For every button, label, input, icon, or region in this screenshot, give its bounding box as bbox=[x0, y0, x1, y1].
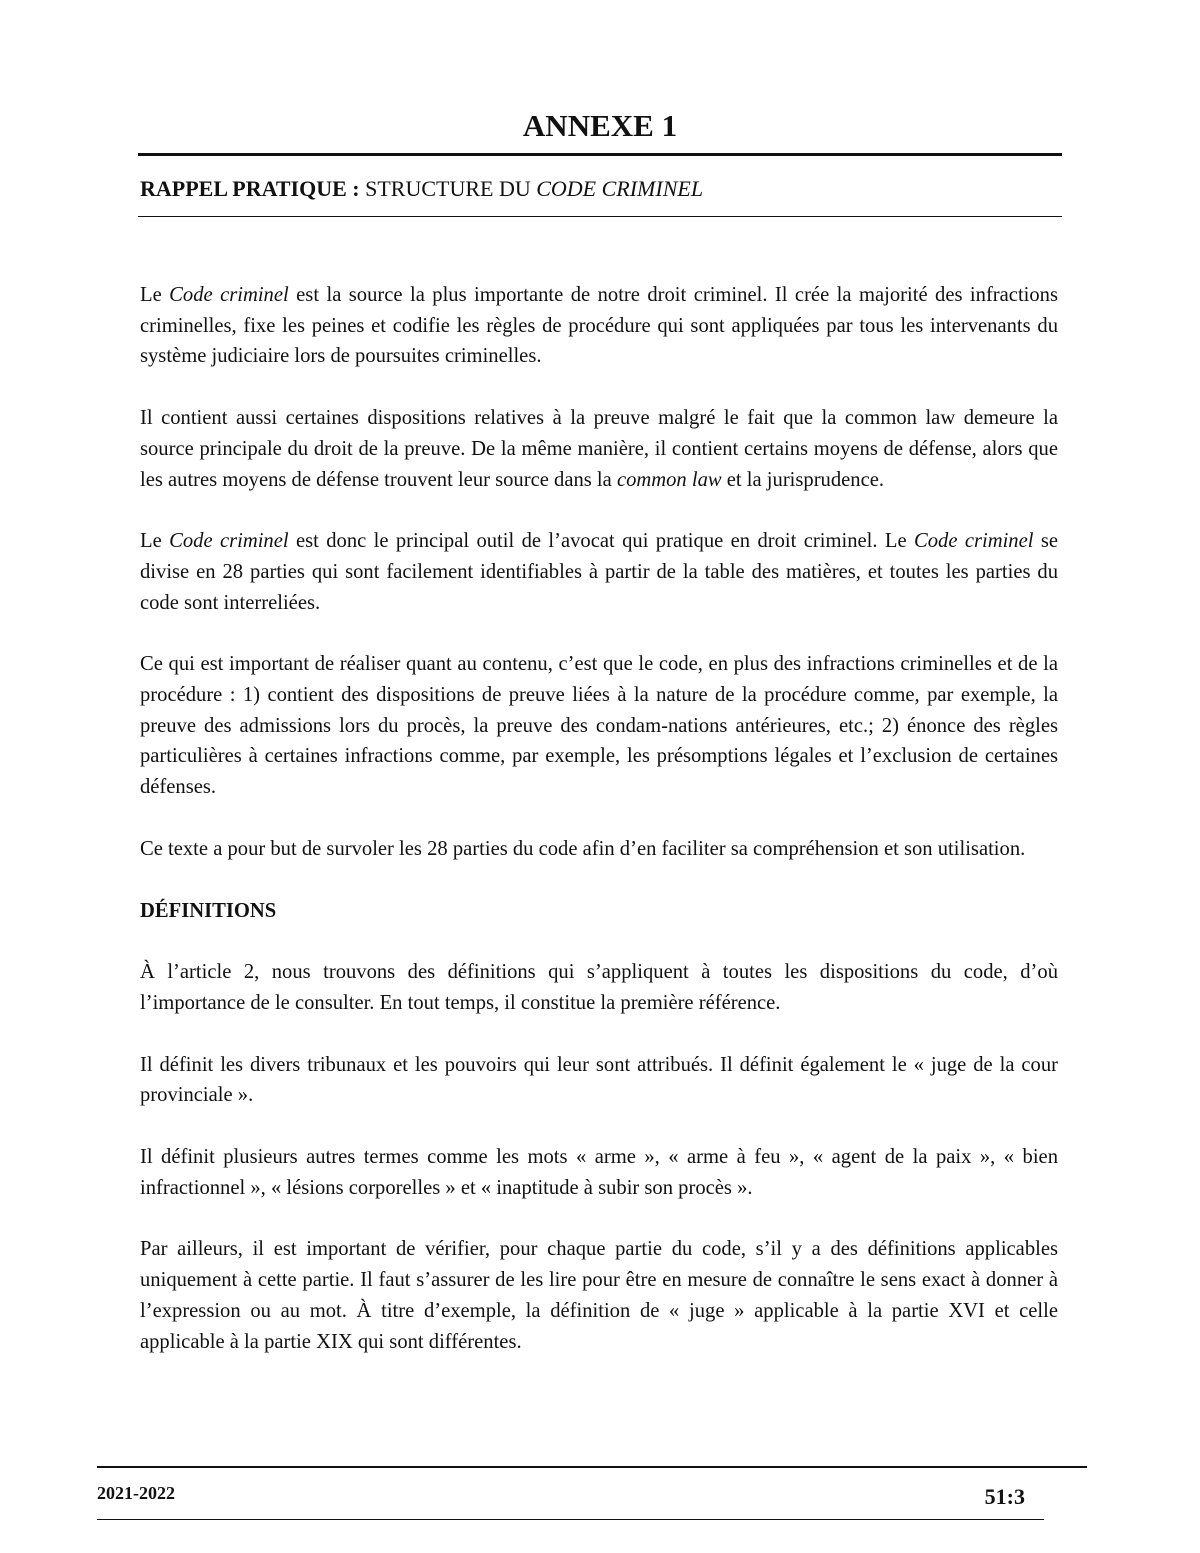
paragraph-8: Il définit plusieurs autres termes comme les mots « arme », « arme à feu », « agent de la paix », « bien infractionnel », « lésions corporelles » et « inaptitude à subir son procès ». bbox=[140, 1146, 1058, 1199]
text-run-italic: Code criminel bbox=[169, 530, 289, 553]
text-run: Le bbox=[140, 284, 170, 306]
paragraph-3 bbox=[140, 526, 1058, 618]
footer-rule-top bbox=[97, 1466, 1087, 1468]
body-text bbox=[140, 280, 1058, 1388]
text-run: et la jurisprudence. bbox=[721, 468, 885, 491]
subtitle-regular: STRUCTURE DU bbox=[359, 176, 537, 201]
paragraph-7: Il définit les divers tribunaux et les pouvoirs qui leur sont attribués. Il définit également le « juge de la cour provinciale ». bbox=[140, 1053, 1058, 1107]
text-run-italic: Code criminel bbox=[169, 284, 289, 306]
text-run: est donc le principal outil de l’avocat qui pratique en droit criminel. Le bbox=[288, 530, 914, 553]
paragraph-6: À l’article 2, nous trouvons des définitions qui s’appliquent à toutes les dispositions du code, d’où l’importance de le consulter. En tout temps, il constitue la première référence. bbox=[140, 961, 1058, 1014]
paragraph-4: Ce qui est important de réaliser quant au contenu, c’est que le code, en plus des infractions criminelles et de la procédure : 1) contient des dispositions de preuve liées à la nature de la procédure comme, par exemple, la preuve des admissions lors du procès, la preuve des condam-nations antérieures, etc.; 2) énonce des règles particulières à certaines infractions comme, par exemple, les présomptions légales et l’exclusion de certaines défenses. bbox=[140, 653, 1058, 799]
footer-year: 2021-2022 bbox=[97, 1483, 175, 1503]
title-rule bbox=[138, 153, 1062, 156]
page-number: 51:3 bbox=[984, 1484, 1025, 1509]
text-run: Il contient aussi certaines dispositions relatives à la preuve malgré le fait que la common law demeure la source principale du droit de la preuve. De la même manière, il contient certains moyens de défense, alors que les autres moyens de défense trouvent leur source dans la bbox=[140, 407, 1058, 491]
heading-definitions: DÉFINITIONS bbox=[140, 899, 277, 922]
text-run: Le bbox=[140, 530, 170, 553]
text-run: se divise en 28 parties qui sont facilement identifiables à partir de la table des matières, et toutes les parties du code sont interreliées. bbox=[140, 530, 1059, 614]
section-subtitle bbox=[140, 174, 703, 204]
text-run-italic: common law bbox=[616, 468, 722, 491]
paragraph-1 bbox=[140, 280, 1058, 372]
footer-rule-bottom bbox=[97, 1519, 1044, 1520]
paragraph-5: Ce texte a pour but de survoler les 28 parties du code afin d’en faciliter sa compréhension et son utilisation. bbox=[140, 837, 1026, 860]
subtitle-italic: CODE CRIMINEL bbox=[536, 176, 704, 201]
paragraph-9: Par ailleurs, il est important de vérifier, pour chaque partie du code, s’il y a des définitions applicables uniquement à cette partie. Il faut s’assurer de les lire pour être en mesure de connaître le sens exact à donner à l’expression ou au mot. À titre d’exemple, la définition de « juge » applicable à la partie XVI et celle applicable à la partie XIX qui sont différentes. bbox=[140, 1238, 1058, 1353]
annex-title: ANNEXE 1 bbox=[522, 108, 678, 143]
subtitle-bold: RAPPEL PRATIQUE : bbox=[140, 176, 360, 201]
text-run-italic: Code criminel bbox=[913, 530, 1034, 553]
subtitle-rule bbox=[138, 216, 1062, 217]
text-run: est la source la plus importante de notre droit criminel. Il crée la majorité des infractions criminelles, fixe les peines et codifie les règles de procédure qui sont appliquées par tous les intervenants du système judiciaire lors de poursuites criminelles. bbox=[140, 284, 1058, 368]
paragraph-2 bbox=[140, 403, 1058, 495]
